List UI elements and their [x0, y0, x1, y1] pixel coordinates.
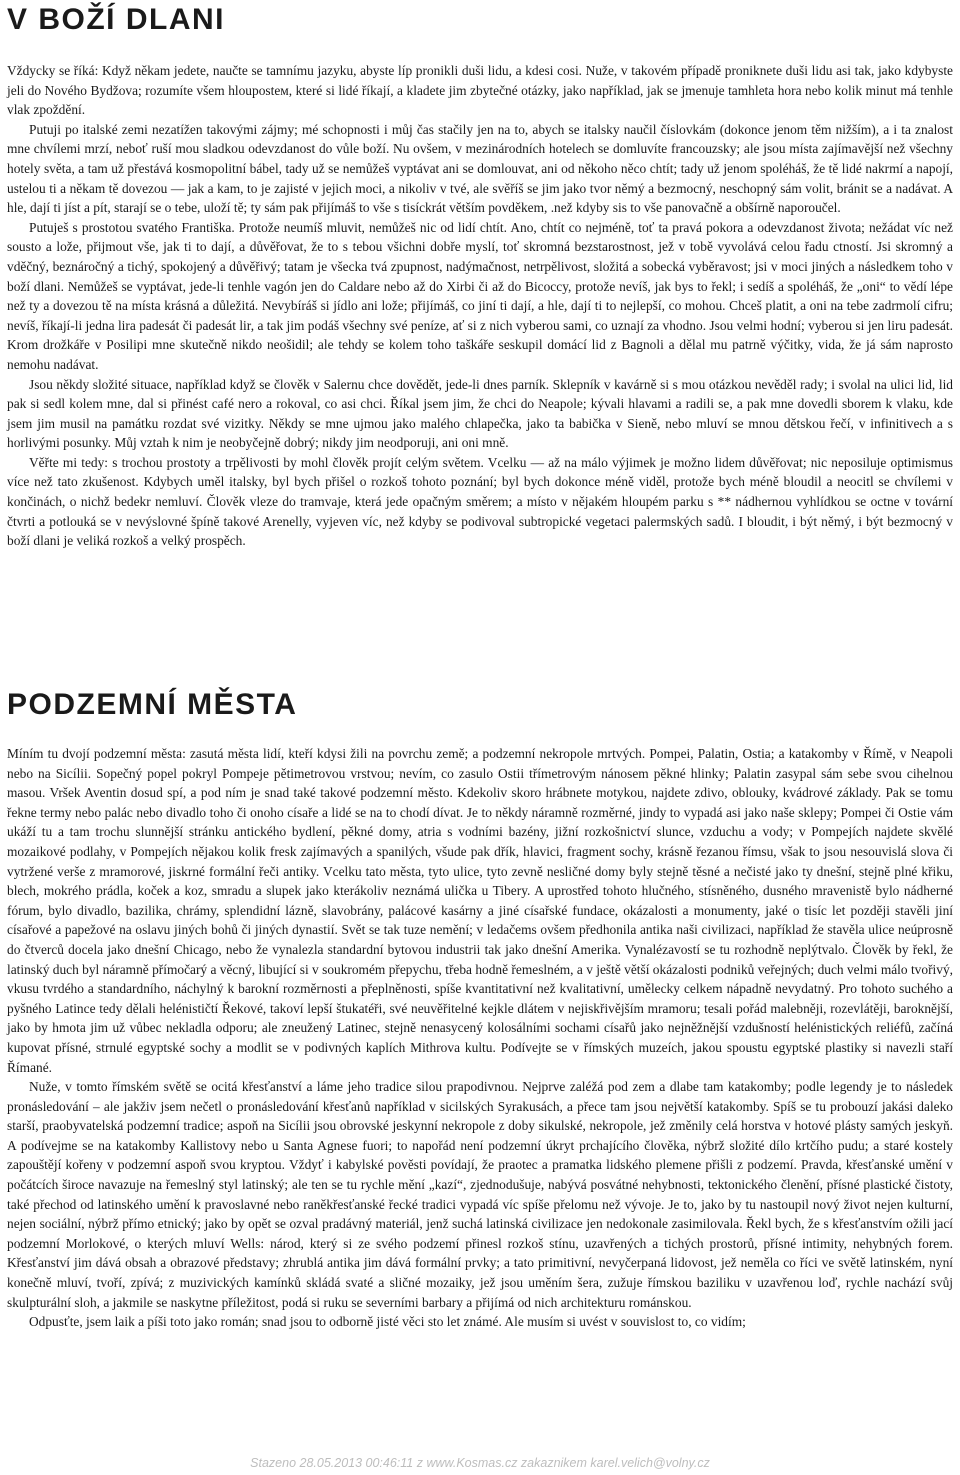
download-watermark: Stazeno 28.05.2013 00:46:11 z www.Kosmas.cz zakaznikem karel.velich@volny.cz	[250, 1456, 710, 1470]
section-v-bozi-dlani	[7, 61, 953, 551]
paragraph: Nuže, v tomto římském světě se ocitá křesťanství a láme jeho tradice silou prapodivnou. Nejprve zaléžá pod zem a dlabe tam katakomby; podle legendy je to následek pronásledování – ale jakživ jsem nečetl o pronásledování křesťanů například v sicilských Syrakusách, a přece tam jsou největší katakomby. Spíš se tu probouzí jakási daleko starší, praobyvatelská podzemní tradice; aspoň na Sicílii jsou obrovské jeskynní nekropole z doby sikulské, nekropole, jež změnily celá horstva v hotové plásty samých jeskyň. A podívejme se na katakomby Kallistovy nebo u Santa Agnese fuori; to napořád není podzemní úkryt prchajícího člověka, nýbrž složité dílo krtčího pudu; a staré kostely zapouštějí kořeny v podzemní aspoň svou kryptou. Vždyť i kabylské pověsti povídají, že praotec a pramatka lidského plemene přišli z podzemí. Pravda, křesťanské umění v počátcích široce navazuje na řemeslný styl latinský; ale ten se tu rychle mění „kazí“, zjednodušuje, nabývá posvátné nehybnosti, tektonického členění, přísné plastické čistoty, také přechod od latinského umění k pravoslavné nebo raněkřesťanské řecké tradici vypadá víc spíše přelomu než vývoje. Je to, jako by tu nastoupil nový život nejen kulturní, nejen sociální, nýbrž přímo etnický; jako by opět se ozval pradávný materiál, jenž suchá latinská civilizace jen nedokonale zasimilovala. Řekl bych, že s křesťanstvím ožili jací podzemní Morlokové, o kterých mluví Wells: národ, který si ze svého podzemí přinesl rozkoš stínu, uzavřených a tichých prostorů, přísné intimity, nehybných forem. Křesťanství jim dává obsah a obrazové představy; zhrublá antika jim dává formální prvky; a tato primitivní, nevyčerpaná lidovost, jež neměla co říci ve světě latinském, nyní konečně mluví, tvoří, zpívá; z muzivických kamínků skládá svaté a sličné mozaiky, jež jsou uměním šera, zužuje římskou baziliku v uzavřenou loď, rychle nachází svůj skulpturální sloh, a jakmile se naskytne příležitost, podá si ruku se severními barbary a přijímá od nich architekturu románskou.	[7, 1079, 953, 1310]
section-podzemni-mesta	[7, 744, 953, 1332]
paragraph: Putuji po italské zemi nezatížen takovými zájmy; mé schopnosti i můj čas stačily jen na to, abych se italsky naučil číslovkám (dokonce jenom těm nižším), a i ta znalost mne chvílemi mrzí, neboť ruší mou sladkou odevzdanost do vůle boží. Nu ovšem, v mezinárodních hotelech se domluvíte francouzsky; ale jsou místa zajímavější než všechny hotely světa, a tam už přestává kosmopolitní bábel, tady už se nemůžeš vyptávat ani se domlouvat, ani od někoho něco chtít; tady už jenom spoléháš, že tě lidé nakrmí a napojí, ustelou ti a někam tě dovezou — jak a kam, to je zajisté v jejich moci, a nikoliv v tvé, ale svěříš se jim jako tvor němý a bezmocný, neschopný sám volit, bránit se a nadávat. A hle, dají ti jíst a pít, starají se o tebe, uloží tě; ty sám pak přijímáš to vše s tisíckrát větším povděkem, .než kdyby sis to vše panovačně a obšírně naporoučel.	[7, 121, 953, 216]
section-title-podzemni-mesta: PODZEMNÍ MĚSTA	[7, 688, 298, 721]
paragraph: Putuješ s prostotou svatého Františka. Protože neumíš mluvit, nemůžeš nic od lidí chtít. Ano, chtít co nejméně, toť ta pravá pokora a odevzdanost života; nežádat víc než sousto a lože, přijmout vše, jak ti to dají, a důvěřovat, že to s tebou všichni dobře myslí, toť skromná bezstarostnost, jež v tobě vyvolává celou řadu ctností. Jsi skromný a vděčný, beznáročný a tichý, spokojený a důvěřivý; tatam je všecka tvá zpupnost, nadýmačnost, netrpělivost, složitá a sobecká vyběravost; jsi v moci jiných a následkem toho v boží dlani. Nemůžeš se vyptávat, jede-li tenhle vagón jen do Caldare nebo až do Xirbi či až do Bicoccy, protože nevíš, jak bys to řekl; i sedíš a spoléháš, že „oni“ to vědí lépe než ty a dovezou tě na místa krásná a důležitá. Nevybíráš si jídlo ani lože; přijímáš, co jiní ti dají, a hle, dají ti to nejlepší, co mohou. Chceš platit, a oni na tebe zadrmolí cifru; nevíš, říkají-li jedna lira padesát či padesát lir, a tak jim podáš všechny své peníze, ať si z nich vyberou sami, co uznají za vhodno. Jsou velmi hodní; vyberou si jen liru padesát. Krom drožkáře v Posilipi mne skutečně nikdo neošidil; ale tehdy se kolem toho taškáře seskupil domácí lid z Bagnoli a dělal mu patrně výčitky, vida, že já sám naprosto nemohu nadávat.	[7, 219, 953, 372]
paragraph: Jsou někdy složité situace, například když se člověk v Salernu chce dovědět, jede-li dnes parník. Sklepník v kavárně si s mou otázkou nevěděl rady; i svolal na ulici lid, lid pak si sedl kolem mne, dal si přinést café nero a rokoval, co asi chci. Říkal jsem jim, že chci do Neapole; kývali hlavami a radili se, a pak mne dovedli sborem k vlaku, kde jsem jim musil na památku rozdat své vizitky. Někdy se mne ujmou jako malého chlapečka, jako ta babička v Sieně, nebo mluví se mnou dětskou řečí, v infinitivech a s horlivými posunky. Můj vztah k nim je neobyčejně dobrý; nikdy jim neodporuji, ani oni mně.	[7, 376, 953, 451]
paragraph: Odpusťte, jsem laik a píši toto jako román; snad jsou to odborně jisté věci sto let známé. Ale musím si uvést v souvislost to, co vidím;	[29, 1314, 746, 1330]
paragraph: Míním tu dvojí podzemní města: zasutá města lidí, kteří kdysi žili na povrchu země; a podzemní nekropole mrtvých. Pompei, Palatin, Ostia; a katakomby v Římě, v Neapoli nebo na Sicílii. Sopečný popel pokryl Pompeje pětimetrovou vrstvou; nevím, co zasulo Ostii třímetrovým nánosem pěkné hlinky; Palatin zasypal sám sebe svou cihelnou masou. Vršek Aventin dosud spí, a pod ním je snad také takové podzemní město. Kdekoliv skoro hrábnete motykou, najdete zdivo, oblouky, kvádrové základy. Pak se tomu řekne termy nebo palác nebo divadlo toho či onoho císaře a lidé se na to chodí dívat. Je to někdy náramně rozměrné, jindy to vypadá asi jako naše sklepy; Pompei či Ostie vám ukáží tu a tam trochu slunnější stránku antického bydlení, pěkné domy, atria s vodními bazény, jižní rozkošnictví slunce, vzduchu a vody; v Pompejích najdete skvělé mozaikové podlahy, v Pompejích nějakou kolik fresk zajímavých a spanilých, všude pak dřík, hlavici, fragment sochy, krásně řezanou římsu, však to jsou nesouvislá slova či vytržené verše z mramorové, jiskrné formální řeči antiky. Vcelku tato města, tyto ulice, tyto zevně nesličné domy byly stejně těsné a nečisté jako ty dnešní, stejně plné křiku, blech, mokrého prádla, koček a koz, smradu a slupek jako kterákoliv neznámá ulička u Tibery. A uprostřed tohoto hlučného, stísněného, dusného mravenistě bylo nádherné fórum, bylo divadlo, bazilika, chrámy, splendidní lázně, slavobrány, palácové kasárny a jiné císařské fundace, okázalosti a monumenty, jaké o tisíc let později stavěli jiní císařové a papežové na oslavu jiných bohů či jiných dynastií. Svět se tak tuze nemění; v ledačems ovšem předhonila antika naši civilizaci, například že stavěla ulice neúprosně do čtverců docela jako dnešní Chicago, nebo že vynalezla standardní bytovou industrii tak jako dnešní Amerika. Vynalézavostí se tu rozhodně neplýtvalo. Člověk by řekl, že latinský duch byl náramně přímočarý a věcný, libující si v soukromém přepychu, třeba hodně řemeslném, a v ještě větší okázalosti podniků veřejných; duch velmi málo tvořivý, vkusu tvrdého a standardního, náchylný k barokní rozměrnosti a přeplněnosti, spíše kvantitativní než kvalitativní, uměleckу celkem nápadně nevydatný. Pro tohoto suchého a pyšného Latince tedy dělali helénističtí Řekové, takoví lepší štukatéři, své neuvěřitelné kejkle dlátem v nejiskřivějším mramoru; tesali pořád malebněji, rozevlátěji, baroknější, jako by hmota jim už vůbec nekladla odporu; ale zneužený Latinec, stejně nenasycený kolosálními sochami císařů jako nejněžnější vzdušností helénistických reliéfů, začíná kupovat přísné, strnulé egyptské sochy a modlit se v podivných kaplích Mithrova kultu. Podívejte se v římských muzeích, jakou spoustu egyptské plastiky si navezli staří Římané.	[7, 746, 953, 1075]
paragraph: Věřte mi tedy: s trochou prostoty a trpělivosti by mohl člověk projít celým světem. Vcelku — až na málo výjimek je možno lidem důvěřovat; nic neposiluje optimismus více než tato zkušenost. Kdybych uměl italsky, byl bych přišel o rozkoš tohoto poznání; byl bych dokonce méně viděl, protože bych méně bloudil a neocitl se chvílemi v končinách, o nichž bedekr nemluví. Člověk vleze do tramvaje, která jede opačným směrem; a místo v nějakém hloupém parku s ** nádhernou vyhlídkou se octne v tovární čtvrti a potlouká se v nevýslovné špíně takové Arenelly, vyjeven víc, než kdyby se podivoval subtropické vegetaci palermských sadů. I bloudit, i být němý, i být bezmocný v boží dlani je veliká rozkoš a velký prospěch.	[7, 454, 953, 549]
section-title-v-bozi-dlani: V BOŽÍ DLANI	[7, 3, 225, 36]
paragraph: Vždycky se říká: Když někam jedete, naučte se tamnímu jazyku, abyste líp pronikli duši lidu, a kdesi cosi. Nuže, v takovém případě proniknete duši lidu asi tak, jako kdybyste jeli do Nového Bydžova; rozumíte všem hlouposteм, které si lidé říkají, a kladete jim zbytečné otázky, jako například, jak se jmenuje tamhleta hora nebo kolik minut má tenhle vlak zpoždění.	[7, 63, 953, 118]
